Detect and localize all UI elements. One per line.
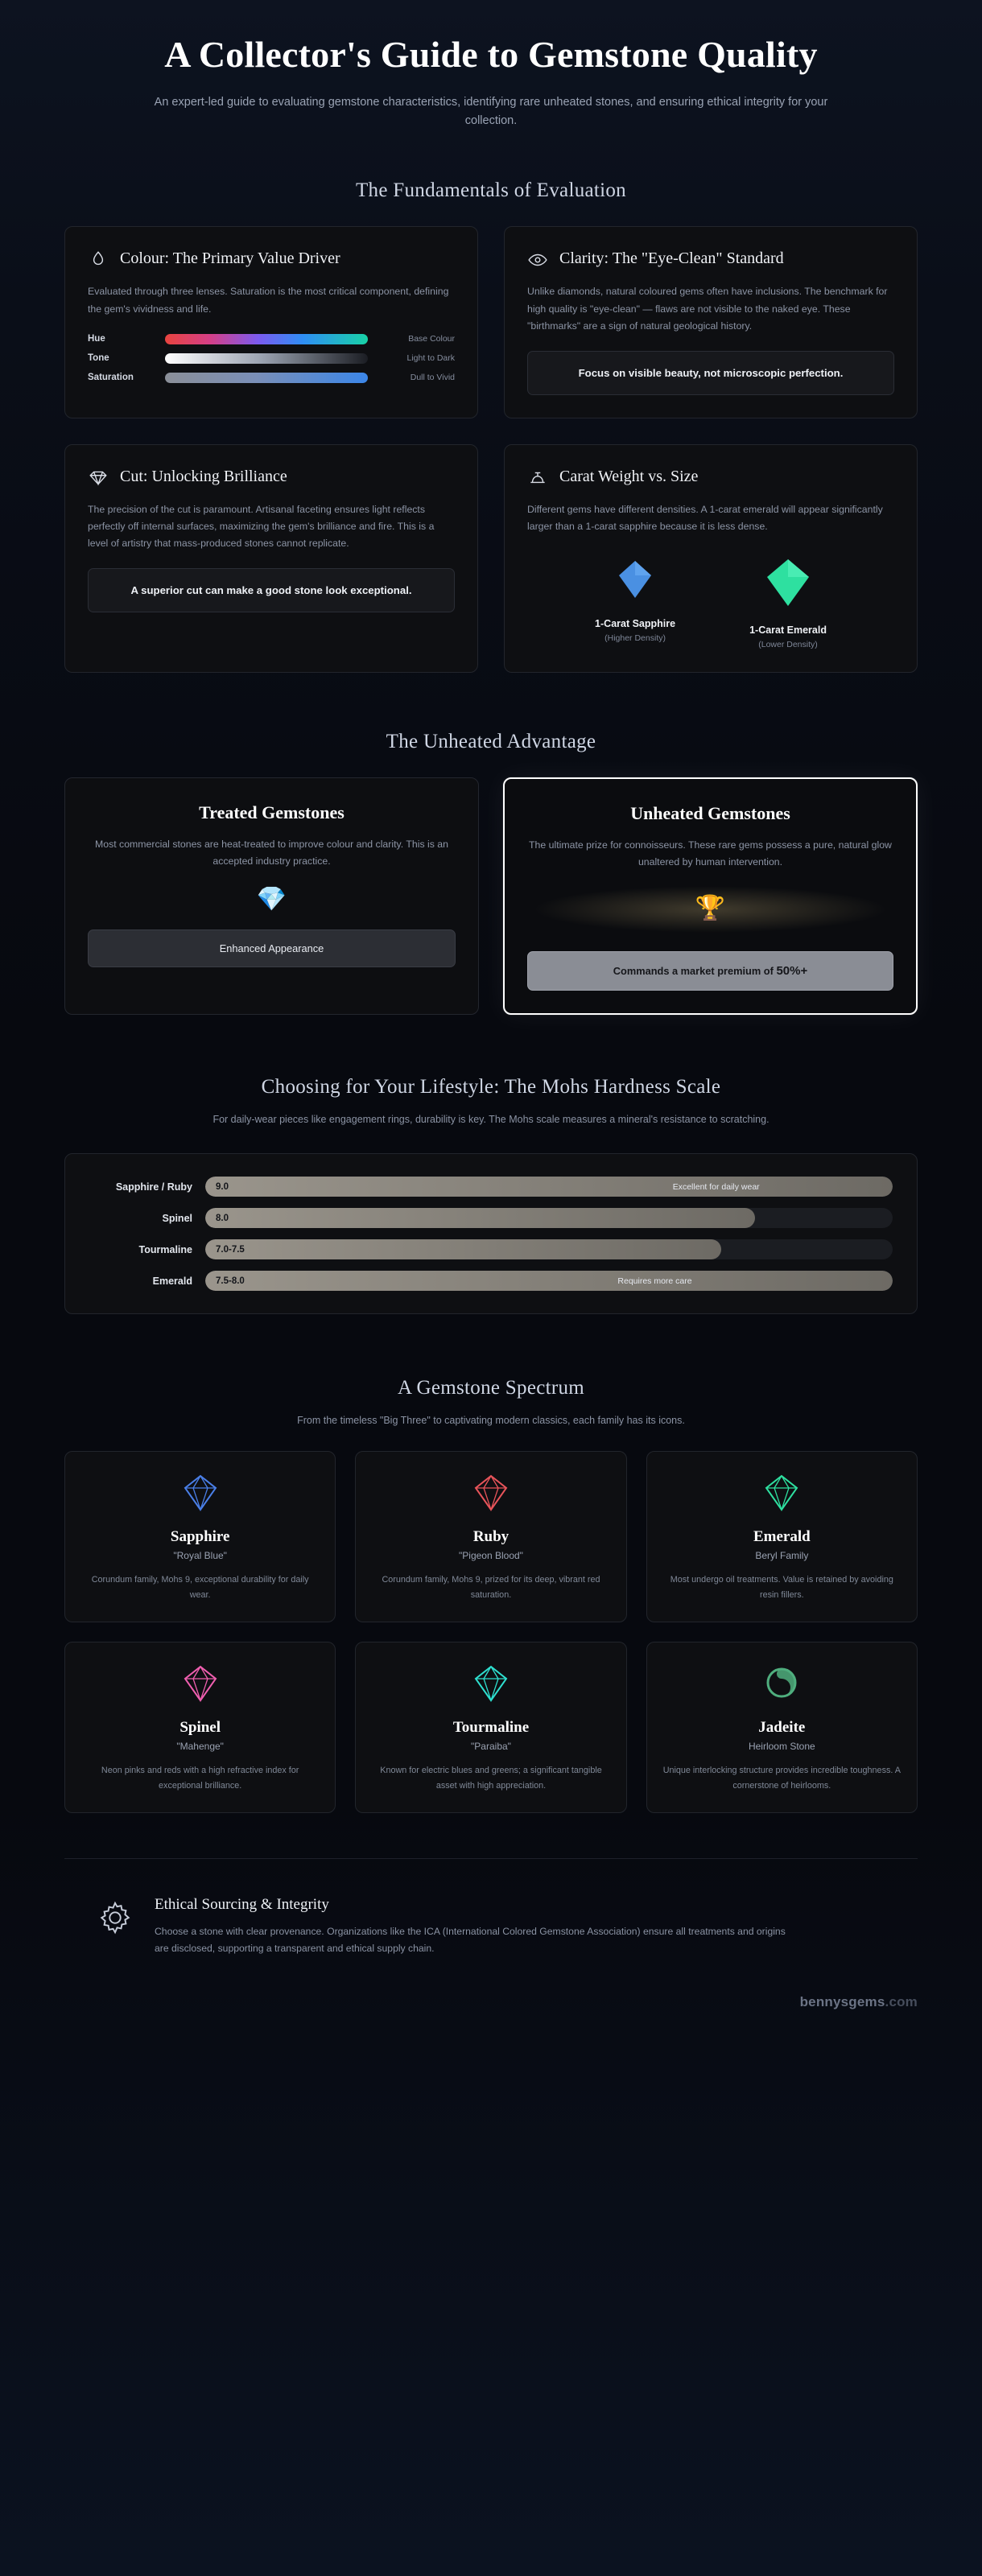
gem-card-tourmaline: [355, 1642, 626, 1813]
mohs-row: [89, 1271, 893, 1291]
brand-wordmark: [64, 1994, 918, 2010]
card-body: The precision of the cut is paramount. Artisanal faceting ensures light reflects perfectly off internal surfaces, maximizing the gem's brilliance and fire. This is a level of artistry that mass-produced stones cannot replicate.: [88, 503, 435, 550]
card-title: Carat Weight vs. Size: [559, 467, 699, 485]
scale-icon: [527, 468, 548, 488]
mohs-label: Emerald: [152, 1275, 192, 1287]
carat-name: 1-Carat Sapphire: [595, 618, 676, 630]
mohs-track: [205, 1208, 893, 1228]
gem-name: Tourmaline: [452, 1719, 530, 1737]
mohs-label: Tourmaline: [138, 1243, 192, 1255]
hero-section: [32, 0, 950, 131]
card-body: Unlike diamonds, natural coloured gems often have inclusions. The benchmark for high quality is "eye-clean" — flaws are not visible to the naked eye. These "birthmarks" are a sign of natural geological history.: [527, 286, 888, 332]
carat-item-emerald: [749, 556, 827, 649]
meter-label: Hue: [88, 334, 105, 344]
ethics-title: Ethical Sourcing & Integrity: [155, 1895, 329, 1913]
gem-card-jadeite: [646, 1642, 918, 1813]
gem-name: Ruby: [472, 1528, 510, 1546]
clarity-callout: Focus on visible beauty, not microscopic perfection.: [527, 351, 894, 395]
card-header: [527, 248, 894, 270]
carat-note: (Lower Density): [758, 640, 818, 650]
mohs-tag: Requires more care: [617, 1276, 692, 1286]
mohs-label: Sapphire / Ruby: [115, 1181, 192, 1193]
meter-caption: Light to Dark: [406, 353, 455, 364]
meter-bar: [165, 373, 368, 383]
page-subtitle: An expert-led guide to evaluating gemstone characteristics, identifying rare unheated stones, and ensuring ethical integrity for your collection.: [154, 95, 828, 128]
diamond-shape-icon: [182, 1663, 219, 1704]
mohs-value: 9.0: [216, 1181, 229, 1192]
emerald-gem-icon: [763, 556, 813, 609]
spectrum-sub: From the timeless "Big Three" to captivating modern classics, each family has its icons.: [297, 1415, 685, 1427]
page-title: A Collector's Guide to Gemstone Quality: [164, 34, 818, 75]
diamond-shape-icon: [182, 1473, 219, 1513]
diamond-shape-icon: [763, 1473, 800, 1513]
colour-meters: [88, 334, 455, 383]
meter-label: Tone: [88, 353, 109, 364]
card-header: [527, 466, 894, 488]
mohs-row: [89, 1239, 893, 1259]
gem-name: Spinel: [179, 1719, 221, 1737]
premium-prefix: Commands a market premium of: [613, 965, 777, 978]
mohs-row: [89, 1208, 893, 1228]
unheated-section: [32, 731, 950, 1015]
mohs-value: 8.0: [216, 1213, 229, 1223]
mohs-sub: For daily-wear pieces like engagement rings, durability is key. The Mohs scale measures a mineral's resistance to scratching.: [212, 1114, 770, 1126]
mohs-tag: Excellent for daily wear: [672, 1181, 760, 1192]
mohs-track: [205, 1271, 893, 1291]
meter-hue: [88, 334, 455, 344]
gem-desc: Most undergo oil treatments. Value is retained by avoiding resin fillers.: [670, 1575, 893, 1600]
spectrum-section: [32, 1377, 950, 1812]
panel-body: The ultimate prize for connoisseurs. These rare gems possess a pure, natural glow unaltered by human intervention.: [529, 839, 892, 868]
jade-circle-icon: [763, 1663, 800, 1704]
gem-desc: Known for electric blues and greens; a significant tangible asset with high appreciation.: [380, 1766, 602, 1791]
trophy-emoji-icon: 🏆: [527, 885, 893, 934]
gem-sub: "Royal Blue": [173, 1550, 227, 1562]
gem-name: Sapphire: [170, 1528, 230, 1546]
carat-name: 1-Carat Emerald: [749, 624, 827, 637]
unheated-premium-badge: [527, 951, 893, 991]
gem-name: Jadeite: [758, 1719, 806, 1737]
cut-facet-icon: [88, 468, 109, 488]
mohs-heading: Choosing for Your Lifestyle: The Mohs Hardness Scale: [261, 1076, 721, 1098]
panel-body: Most commercial stones are heat-treated to improve colour and clarity. This is an accepted industry practice.: [94, 839, 448, 868]
mohs-section: [32, 1076, 950, 1314]
card-header: [88, 248, 455, 270]
gem-sub: "Pigeon Blood": [459, 1550, 523, 1562]
meter-bar: [165, 353, 368, 364]
card-header: [88, 466, 455, 488]
meter-bar: [165, 334, 368, 344]
ethics-block: [64, 1896, 918, 1957]
card-carat: [504, 444, 918, 673]
diamond-shape-icon: [472, 1473, 510, 1513]
meter-caption: Dull to Vivid: [410, 373, 455, 383]
card-cut: [64, 444, 478, 673]
carat-comparison: [527, 556, 894, 649]
spectrum-heading: A Gemstone Spectrum: [397, 1377, 585, 1399]
cut-callout: A superior cut can make a good stone look exceptional.: [88, 568, 455, 612]
gem-sub: Heirloom Stone: [748, 1741, 815, 1753]
card-body: Different gems have different densities. A 1-carat emerald will appear significantly larger than a 1-carat sapphire because it is less dense.: [527, 503, 883, 533]
meter-caption: Base Colour: [408, 334, 455, 344]
meter-saturation: [88, 373, 455, 383]
card-clarity: [504, 226, 918, 418]
unheated-heading: The Unheated Advantage: [386, 731, 596, 753]
meter-label: Saturation: [88, 373, 134, 383]
footer-divider: [64, 1858, 918, 1859]
mohs-value: 7.0-7.5: [216, 1244, 245, 1255]
gem-desc: Unique interlocking structure provides incredible toughness. A cornerstone of heirlooms.: [662, 1766, 901, 1791]
mohs-track: [205, 1177, 893, 1197]
carat-item-sapphire: [595, 556, 675, 649]
footer-section: [32, 1858, 950, 2046]
card-title: Colour: The Primary Value Driver: [120, 249, 340, 268]
gem-card-emerald: [646, 1451, 918, 1622]
brand-name: bennysgems: [799, 1993, 885, 2009]
gem-name: Emerald: [753, 1528, 811, 1546]
mohs-track: [205, 1239, 893, 1259]
fundamentals-section: [32, 179, 950, 673]
gem-desc: Neon pinks and reds with a high refractive index for exceptional brilliance.: [101, 1766, 299, 1791]
card-title: Clarity: The "Eye-Clean" Standard: [559, 249, 784, 268]
gem-sub: Beryl Family: [755, 1550, 809, 1562]
ethics-body: Choose a stone with clear provenance. Organizations like the ICA (International Colored Gemstone Association) ensure all treatments and origins are disclosed, supporting a transparent and ethical supply chain.: [155, 1925, 786, 1954]
mohs-value: 7.5-8.0: [216, 1276, 245, 1286]
mohs-label: Spinel: [162, 1212, 192, 1224]
mohs-row: [89, 1177, 893, 1197]
meter-tone: [88, 353, 455, 364]
gear-icon: [97, 1899, 134, 1936]
panel-treated: [64, 777, 479, 1015]
gem-desc: Corundum family, Mohs 9, exceptional durability for daily wear.: [91, 1575, 309, 1600]
gem-card-spinel: [64, 1642, 336, 1813]
carat-note: (Higher Density): [604, 633, 666, 644]
mohs-chart: [64, 1153, 918, 1314]
gem-drop-icon: [88, 249, 109, 270]
gem-card-sapphire: [64, 1451, 336, 1622]
panel-unheated: [503, 777, 918, 1015]
gem-sub: "Paraiba": [471, 1741, 511, 1753]
premium-value: 50%+: [776, 964, 808, 979]
gem-desc: Corundum family, Mohs 9, prized for its deep, vibrant red saturation.: [382, 1575, 600, 1600]
panel-title: Treated Gemstones: [199, 802, 345, 823]
fundamentals-heading: The Fundamentals of Evaluation: [355, 179, 626, 202]
card-body: Evaluated through three lenses. Saturation is the most critical component, defining the gem's vividness and life.: [88, 286, 449, 315]
gem-card-ruby: [355, 1451, 626, 1622]
sapphire-gem-icon: [615, 556, 655, 603]
diamond-shape-icon: [472, 1663, 510, 1704]
treated-badge: Enhanced Appearance: [88, 929, 456, 967]
card-title: Cut: Unlocking Brilliance: [120, 467, 287, 485]
eye-icon: [527, 249, 548, 270]
card-colour: [64, 226, 478, 418]
panel-title: Unheated Gemstones: [630, 803, 790, 824]
diamond-emoji-icon: 💎: [256, 886, 287, 913]
brand-tld: .com: [885, 1993, 918, 2009]
gem-sub: "Mahenge": [176, 1741, 224, 1753]
